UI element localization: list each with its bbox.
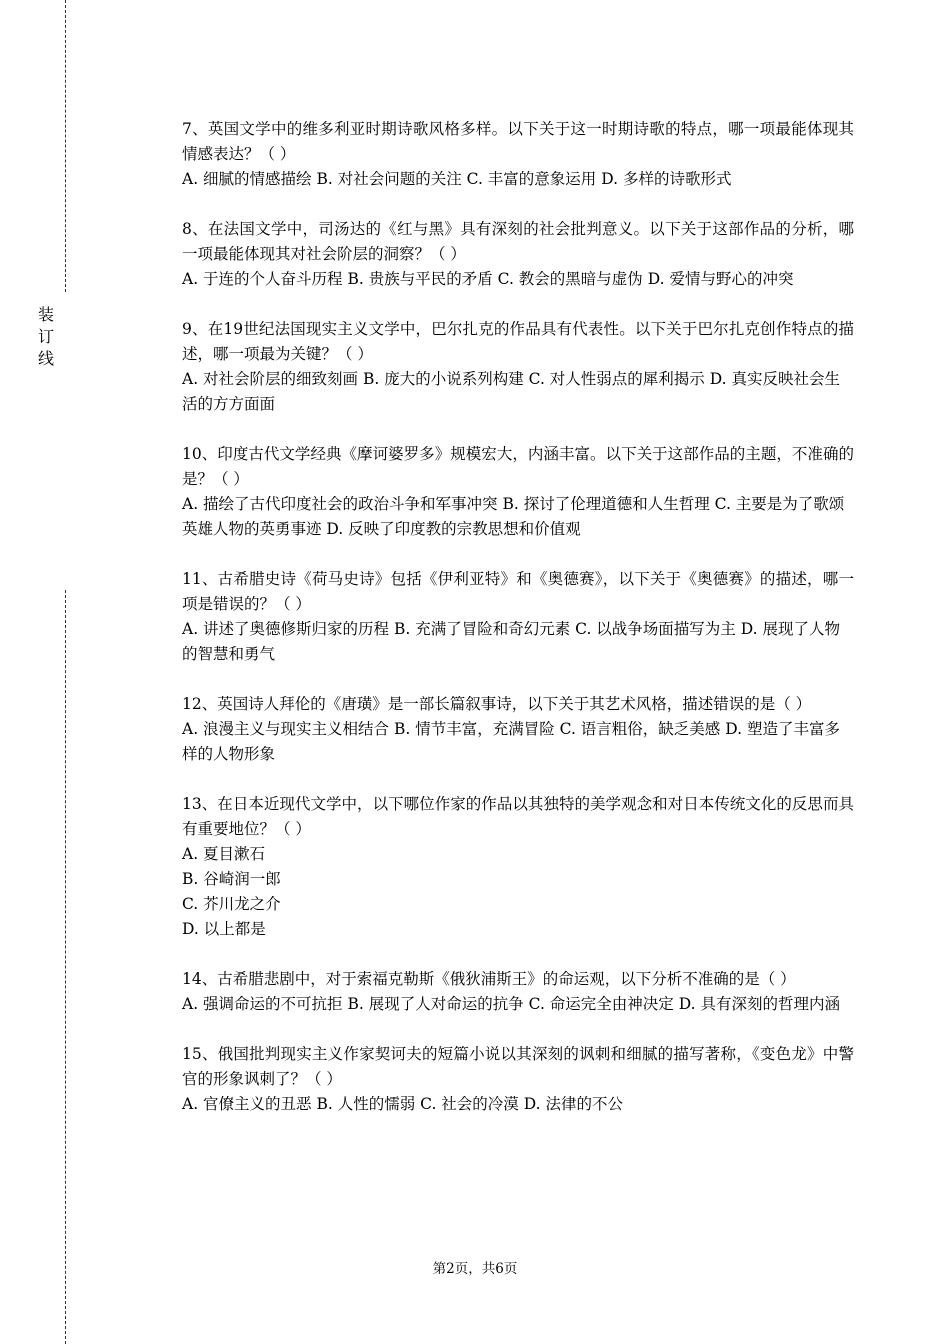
question-stem: 13、在日本近现代文学中，以下哪位作家的作品以其独特的美学观念和对日本传统文化的反思而具有重要地位？（ ）: [182, 795, 854, 838]
question-stem: 10、印度古代文学经典《摩诃婆罗多》规模宏大，内涵丰富。以下关于这部作品的主题，不准确的是？（ ）: [182, 445, 854, 488]
question-stem: 12、英国诗人拜伦的《唐璜》是一部长篇叙事诗，以下关于其艺术风格，描述错误的是（ ）: [182, 695, 812, 713]
question-options: A. 浪漫主义与现实主义相结合 B. 情节丰富，充满冒险 C. 语言粗俗，缺乏美感 D. 塑造了丰富多样的人物形象: [182, 720, 840, 763]
binding-dashed-line-top: [65, 0, 66, 292]
question-options: A. 细腻的情感描绘 B. 对社会问题的关注 C. 丰富的意象运用 D. 多样的诗歌形式: [182, 170, 732, 188]
question-stem: 7、英国文学中的维多利亚时期诗歌风格多样。以下关于这一时期诗歌的特点，哪一项最能体现其情感表达？（ ）: [182, 120, 854, 163]
question-list: [182, 117, 854, 1142]
option-d: D. 以上都是: [182, 920, 266, 938]
question-options: A. 官僚主义的丑恶 B. 人性的懦弱 C. 社会的冷漠 D. 法律的不公: [182, 1095, 623, 1113]
question-options: A. 讲述了奥德修斯归家的历程 B. 充满了冒险和奇幻元素 C. 以战争场面描写为主 D. 展现了人物的智慧和勇气: [182, 620, 840, 663]
binding-char: 线: [37, 349, 54, 368]
question-14: [182, 967, 854, 1017]
question-8: [182, 217, 854, 292]
question-15: [182, 1042, 854, 1117]
question-stem: 8、在法国文学中，司汤达的《红与黑》具有深刻的社会批判意义。以下关于这部作品的分析，哪一项最能体现其对社会阶层的洞察？（ ）: [182, 220, 854, 263]
page-number-footer: 第2页，共6页: [432, 1261, 518, 1277]
question-7: [182, 117, 854, 192]
question-options: A. 强调命运的不可抗拒 B. 展现了人对命运的抗争 C. 命运完全由神决定 D. 具有深刻的哲理内涵: [182, 995, 840, 1013]
question-options: A. 描绘了古代印度社会的政治斗争和军事冲突 B. 探讨了伦理道德和人生哲理 C. 主要是为了歌颂英雄人物的英勇事迹 D. 反映了印度教的宗教思想和价值观: [182, 495, 845, 538]
question-stem: 14、古希腊悲剧中，对于索福克勒斯《俄狄浦斯王》的命运观，以下分析不准确的是（ ）: [182, 970, 796, 988]
option-a: A. 夏目漱石: [182, 845, 266, 863]
option-b: B. 谷崎润一郎: [182, 870, 281, 888]
question-options: A. 于连的个人奋斗历程 B. 贵族与平民的矛盾 C. 教会的黑暗与虚伪 D. 爱情与野心的冲突: [182, 270, 794, 288]
binding-dashed-line-bottom: [65, 590, 66, 1344]
question-stem: 9、在19世纪法国现实主义文学中，巴尔扎克的作品具有代表性。以下关于巴尔扎克创作特点的描述，哪一项最为关键？（ ）: [182, 320, 854, 363]
question-12: [182, 692, 854, 767]
binding-line-label: [36, 304, 56, 370]
question-stem: 15、俄国批判现实主义作家契诃夫的短篇小说以其深刻的讽刺和细腻的描写著称，《变色龙》中警官的形象讽刺了？（ ）: [182, 1045, 854, 1088]
question-13: [182, 792, 854, 942]
option-c: C. 芥川龙之介: [182, 895, 281, 913]
question-options: A. 对社会阶层的细致刻画 B. 庞大的小说系列构建 C. 对人性弱点的犀利揭示 D. 真实反映社会生活的方方面面: [182, 370, 840, 413]
question-11: [182, 567, 854, 667]
question-stem: 11、古希腊史诗《荷马史诗》包括《伊利亚特》和《奥德赛》，以下关于《奥德赛》的描述，哪一项是错误的？（ ）: [182, 570, 854, 613]
question-9: [182, 317, 854, 417]
question-10: [182, 442, 854, 542]
binding-char: 订: [37, 327, 54, 346]
binding-char: 装: [37, 305, 54, 324]
